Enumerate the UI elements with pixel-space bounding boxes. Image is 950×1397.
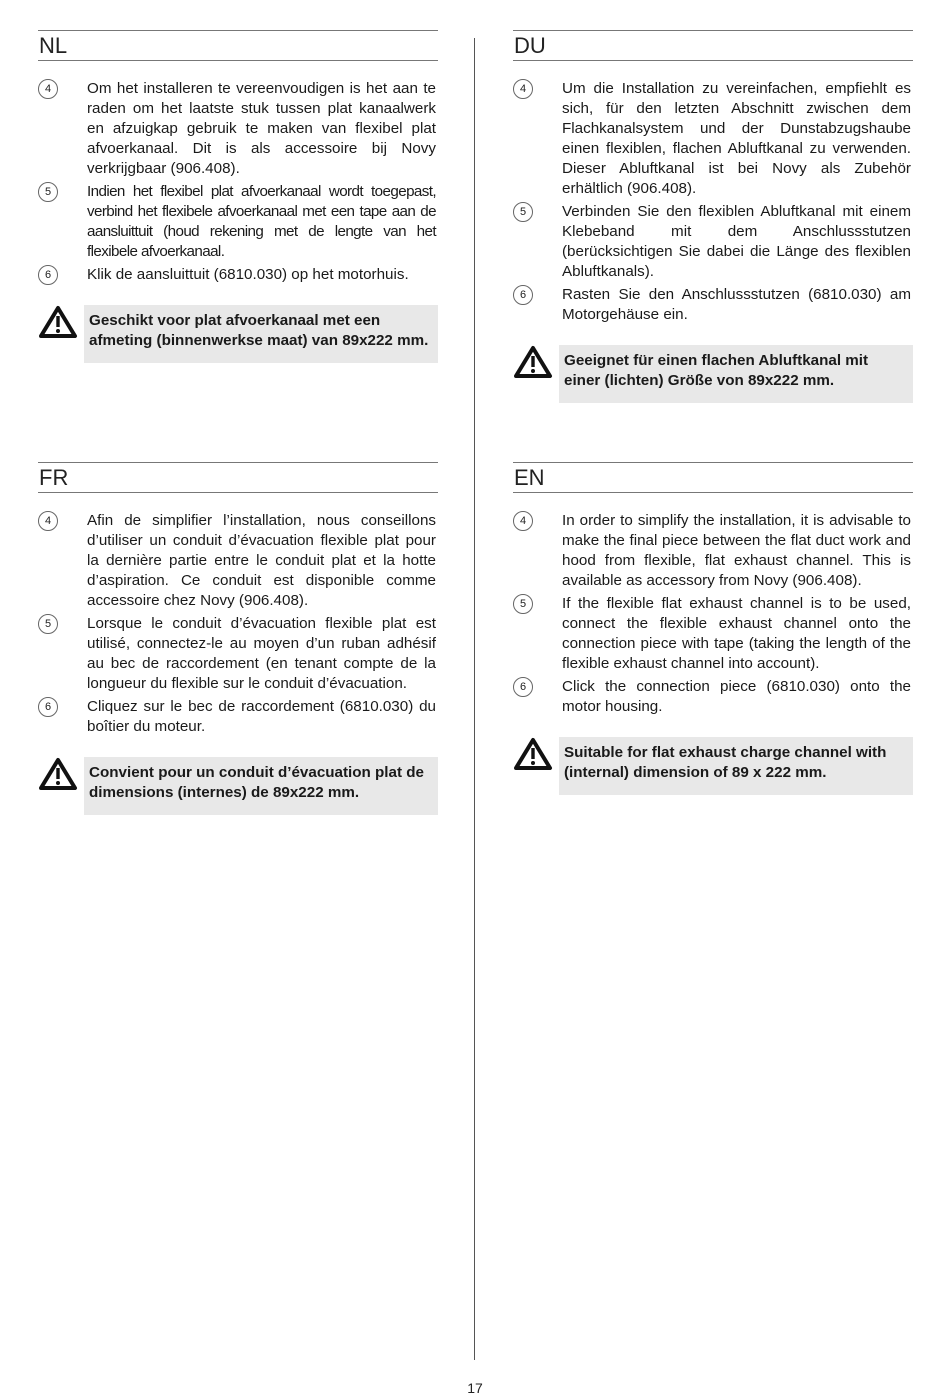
step-number: 5 xyxy=(38,614,58,634)
step-text: Click the connection piece (6810.030) onto the motor housing. xyxy=(562,678,911,715)
step-item xyxy=(513,202,913,282)
warning-note xyxy=(513,345,913,403)
warning-triangle-icon xyxy=(513,345,553,379)
step-number: 5 xyxy=(513,202,533,222)
section-nl xyxy=(38,30,438,363)
step-text: Lorsque le conduit d’évacuation flexible plat est utilisé, connectez-le au moyen d’un ruban adhésif au bec de raccordement (en tenant compte de la longueur du flexible sur le conduit d’évacuation. xyxy=(87,615,436,692)
step-text: Um die Installation zu vereinfachen, empfiehlt es sich, für den letzten Abschnitt zwischen dem Flachkanalsystem und der Dunstabzugshaube einen flexiblen, flachen Abluftkanal zu verwenden. Dieser Abluftkanal ist bei Novy als Zubehör erhältlich (906.408). xyxy=(562,80,911,197)
warning-text: Geschikt voor plat afvoerkanaal met een afmeting (binnenwerkse maat) van 89x222 mm. xyxy=(84,305,438,363)
section-en xyxy=(513,462,913,795)
step-item xyxy=(38,182,438,262)
warning-triangle-icon xyxy=(513,737,553,771)
step-number: 4 xyxy=(38,511,58,531)
column-divider xyxy=(474,38,475,1360)
section-du xyxy=(513,30,913,403)
step-item xyxy=(513,79,913,199)
step-text: Cliquez sur le bec de raccordement (6810.030) du boîtier du moteur. xyxy=(87,698,436,735)
language-heading-fr: FR xyxy=(38,462,438,493)
step-item xyxy=(38,697,438,737)
section-fr xyxy=(38,462,438,815)
step-number: 6 xyxy=(38,697,58,717)
step-number: 6 xyxy=(513,677,533,697)
step-item xyxy=(513,511,913,591)
warning-note xyxy=(38,757,438,815)
language-heading-nl: NL xyxy=(38,30,438,61)
warning-note xyxy=(38,305,438,363)
language-heading-du: DU xyxy=(513,30,913,61)
step-item xyxy=(38,614,438,694)
page-number: 17 xyxy=(467,1380,483,1396)
step-number: 6 xyxy=(513,285,533,305)
step-item xyxy=(513,285,913,325)
step-text: Rasten Sie den Anschlussstutzen (6810.030) am Motorgehäuse ein. xyxy=(562,286,911,323)
warning-text: Geeignet für einen flachen Abluftkanal mit einer (lichten) Größe von 89x222 mm. xyxy=(559,345,913,403)
step-item xyxy=(38,79,438,179)
warning-triangle-icon xyxy=(38,305,78,339)
step-text: Verbinden Sie den flexiblen Abluftkanal mit einem Klebeband mit dem Anschlussstutzen (berücksichtigen Sie dabei die Länge des flexiblen Abluftkanals). xyxy=(562,203,911,280)
step-text: If the flexible flat exhaust channel is to be used, connect the flexible exhaust channel onto the connection piece with tape (taking the length of the flexible exhaust channel into account). xyxy=(562,595,911,672)
step-number: 5 xyxy=(513,594,533,614)
step-text: Klik de aansluittuit (6810.030) op het motorhuis. xyxy=(87,266,409,283)
warning-text: Suitable for flat exhaust charge channel with (internal) dimension of 89 x 222 mm. xyxy=(559,737,913,795)
step-text: Om het installeren te vereenvoudigen is het aan te raden om het laatste stuk tussen plat kanaalwerk en afzuigkap gebruik te maken van flexibel plat afvoerkanaal. Dit is als accessoire bij Novy verkrijgbaar (906.408). xyxy=(87,80,436,177)
step-item xyxy=(38,265,438,285)
step-number: 4 xyxy=(513,79,533,99)
step-number: 4 xyxy=(38,79,58,99)
step-item xyxy=(513,677,913,717)
step-item xyxy=(513,594,913,674)
step-item xyxy=(38,511,438,611)
warning-text: Convient pour un conduit d’évacuation plat de dimensions (internes) de 89x222 mm. xyxy=(84,757,438,815)
step-number: 4 xyxy=(513,511,533,531)
step-text: Afin de simplifier l’installation, nous conseillons d’utiliser un conduit d’évacuation flexible plat pour la dernière partie entre le conduit plat et la hotte d’aspiration. Ce conduit est disponible comme accessoire chez Novy (906.408). xyxy=(87,512,436,609)
step-number: 6 xyxy=(38,265,58,285)
warning-note xyxy=(513,737,913,795)
step-text: In order to simplify the installation, it is advisable to make the final piece between the flat duct work and hood from flexible, flat exhaust channel. This is available as accessory from Novy (906.408). xyxy=(562,512,911,589)
step-number: 5 xyxy=(38,182,58,202)
language-heading-en: EN xyxy=(513,462,913,493)
step-text: Indien het flexibel plat afvoerkanaal wordt toegepast, verbind het flexibele afvoerkanaal met een tape aan de aansluittuit (houd rekening met de lengte van het flexibele afvoerkanaal. xyxy=(87,183,436,260)
warning-triangle-icon xyxy=(38,757,78,791)
